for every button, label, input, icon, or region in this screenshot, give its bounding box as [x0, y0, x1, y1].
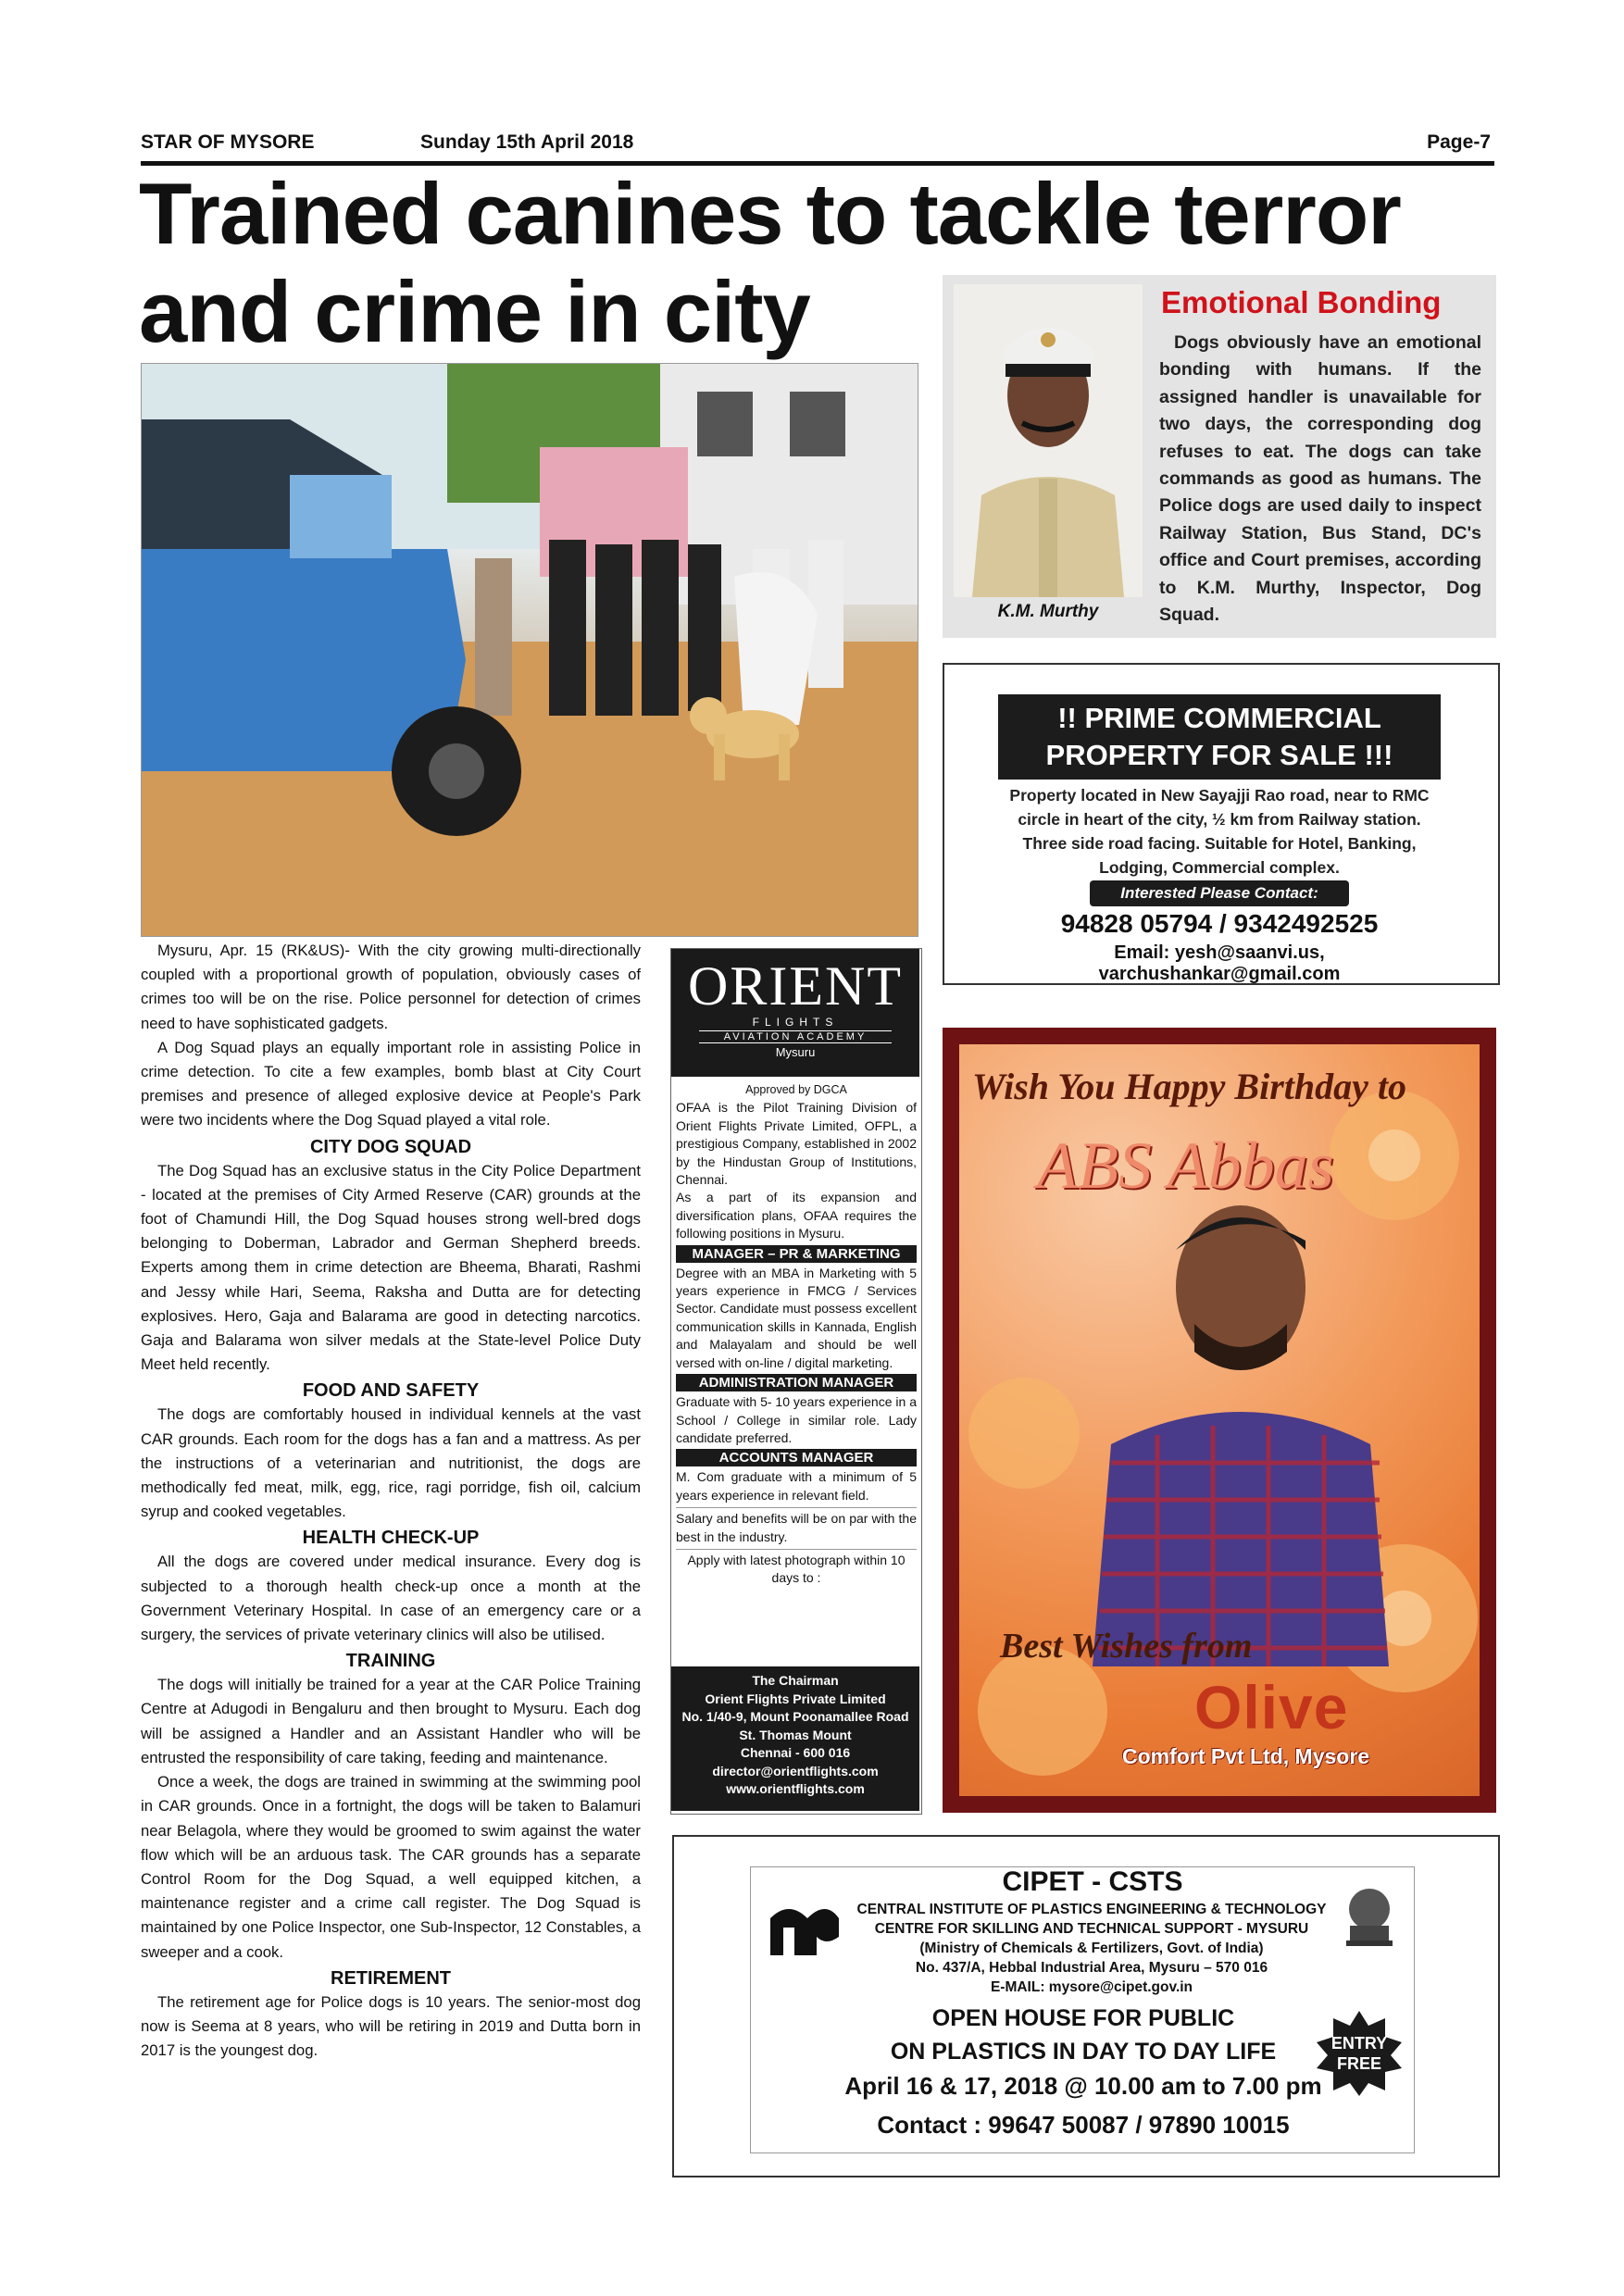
job-description: M. Com graduate with a minimum of 5 years experience in relevant field.: [676, 1469, 917, 1503]
article-paragraph: A Dog Squad plays an equally important role in assisting Police in crime detection. To cite a few examples, bomb blast at City Court premises and presence of alleged explosive device at People's Park were two incidents where the Dog Squad played a vital role.: [141, 1038, 641, 1129]
headline-line-1: Trained canines to tackle terror: [139, 165, 1401, 262]
dog-squad-photo: [141, 363, 918, 937]
section-heading: CITY DOG SQUAD: [309, 1136, 472, 1157]
article-paragraph: All the dogs are covered under medical insurance. Every dog is subjected to a thorough health check-up once a month at the Government Veterinary Hospital. In case of an emergency care or a surgery, the services of private veterinary clinics will also be utilised.: [141, 1553, 641, 1644]
address-line: www.orientflights.com: [726, 1781, 865, 1796]
cipet-line: CENTRAL INSTITUTE OF PLASTICS ENGINEERING & TECHNOLOGY: [856, 1902, 1327, 1917]
property-contact-label: [998, 880, 1441, 906]
birthday-wish: Wish You Happy Birthday to: [972, 1066, 1406, 1107]
cipet-line: (Ministry of Chemicals & Fertilizers, Govt. of India): [919, 1940, 1264, 1956]
birthday-person-illustration: [1083, 1185, 1389, 1666]
section-heading: HEALTH CHECK-UP: [302, 1528, 480, 1549]
property-banner-line-2: PROPERTY FOR SALE !!!: [1045, 739, 1393, 771]
headline-line-2: and crime in city: [139, 263, 810, 360]
olive-company: Comfort Pvt Ltd, Mysore: [1122, 1744, 1370, 1768]
orient-logo-sub2: AVIATION ACADEMY: [699, 1030, 892, 1043]
job-title: ADMINISTRATION MANAGER: [676, 1374, 917, 1391]
best-wishes-text: Best Wishes from: [1000, 1627, 1253, 1666]
cipet-line: CENTRE FOR SKILLING AND TECHNICAL SUPPORT - MYSURU: [874, 1921, 1309, 1937]
property-contact-label-text: Interested Please Contact:: [1090, 880, 1349, 906]
page-number: Page-7: [1427, 131, 1491, 153]
job-title: MANAGER – PR & MARKETING: [676, 1245, 917, 1263]
cipet-title: CIPET - CSTS: [1002, 1866, 1183, 1897]
cipet-open-line-1: OPEN HOUSE FOR PUBLIC: [931, 2005, 1235, 2031]
sidebar-body: Dogs obviously have an emotional bonding with humans. If the assigned handler is unavailable for two days, the corresponding dog refuses to eat. The dogs can take commands as good as humans. The Police dogs are used daily to inspect Railway Station, Bus Stand, DC's office and Court premises, according to K.M. Murthy, Inspector, Dog Squad.: [1159, 332, 1481, 626]
section-heading: FOOD AND SAFETY: [302, 1380, 480, 1402]
address-line: director@orientflights.com: [712, 1763, 879, 1778]
address-line: The Chairman: [752, 1673, 839, 1688]
address-line: Orient Flights Private Limited: [705, 1691, 886, 1706]
orient-city: Mysuru: [775, 1045, 816, 1059]
entry-free-text: [1315, 2033, 1404, 2074]
orient-intro: OFAA is the Pilot Training Division of Orient Flights Private Limited, OFPL, a prestigious Company, established in 2002 by the Hindustan Group of Institutions, Chennai.: [676, 1100, 917, 1188]
job-description: Graduate with 5- 10 years experience in a School / College in similar role. Lady candidate preferred.: [676, 1394, 917, 1445]
orient-logo-sub: FLIGHTS: [752, 1016, 839, 1029]
article-paragraph: The retirement age for Police dogs is 10 years. The senior-most dog now is Seema at 8 years, who will be retiring in 2019 and Dutta born in 2017 is the youngest dog.: [141, 1992, 641, 2060]
orient-address-block: [671, 1666, 919, 1811]
property-email: Email: yesh@saanvi.us, varchushankar@gmail.com: [1098, 942, 1341, 984]
orient-salary: Salary and benefits will be on par with the best in the industry.: [676, 1507, 917, 1546]
article-paragraph: The Dog Squad has an exclusive status in the City Police Department - located at the premises of City Armed Reserve (CAR) grounds at the foot of Chamundi Hill, the Dog Squad houses strong well-bred dogs belonging to Doberman, Labrador and German Shepherd breeds. Experts among them in crime detection are Bheema, Bharati, Rashmi and Jessy while Hari, Seema, Raksha and Dutta are for detecting explosives. Hero, Gaja and Balarama are good in detecting narcotics. Gaja and Balarama won silver medals at the State-level Police Duty Meet held recently.: [141, 1161, 641, 1374]
orient-intro-2: As a part of its expansion and diversification plans, OFAA requires the following positions in Mysuru.: [676, 1190, 917, 1242]
cipet-logo-icon: [761, 1890, 844, 1974]
job-title: ACCOUNTS MANAGER: [676, 1449, 917, 1466]
address-line: St. Thomas Mount: [739, 1727, 852, 1742]
property-banner-line-1: !! PRIME COMMERCIAL: [1057, 702, 1381, 734]
orient-apply: Apply with latest photograph within 10 days to :: [676, 1549, 917, 1588]
article-paragraph: The dogs will initially be trained for a year at the CAR Police Training Centre at Adugodi in Bengaluru and then brought to Mysuru. Each dog will be assigned a Handler and an Assistant Handler who will be entrusted the responsibility of care taking, feeding and maintenance.: [141, 1676, 641, 1766]
section-heading: TRAINING: [345, 1651, 436, 1672]
olive-logo: Olive: [1194, 1673, 1349, 1741]
address-line: No. 1/40-9, Mount Poonamallee Road: [681, 1709, 909, 1724]
sidebar-title: Emotional Bonding: [1161, 285, 1442, 319]
property-ad-banner: [998, 694, 1441, 780]
property-description: Property located in New Sayajji Rao road, near to RMC circle in heart of the city, ½ km from Railway station. Three side road facing. Suitable for Hotel, Banking, Lodging, Commercial complex.: [1009, 786, 1430, 877]
cipet-email: E-MAIL: mysore@cipet.gov.in: [990, 1979, 1193, 1995]
orient-approved: Approved by DGCA: [745, 1083, 847, 1096]
birthday-name: ABS Abbas: [1037, 1129, 1334, 1203]
orient-logo: ORIENT: [688, 955, 903, 1017]
birthday-person-photo: [1083, 1185, 1389, 1666]
property-phones: 94828 05794 / 9342492525: [1060, 909, 1379, 938]
portrait-caption: K.M. Murthy: [997, 602, 1099, 621]
section-heading: RETIREMENT: [331, 1967, 451, 1989]
cipet-open-line-2: ON PLASTICS IN DAY TO DAY LIFE: [890, 2039, 1277, 2065]
issue-date: Sunday 15th April 2018: [420, 131, 634, 153]
orient-logo-block: [671, 949, 919, 1077]
entry-free-line-2: FREE: [1336, 2054, 1381, 2073]
inspector-portrait: [954, 284, 1143, 597]
national-emblem-icon: [1339, 1885, 1400, 1965]
cipet-date: April 16 & 17, 2018 @ 10.00 am to 7.00 pm: [844, 2072, 1322, 2100]
masthead-bar: [141, 128, 1494, 166]
article-paragraph: Once a week, the dogs are trained in swimming at the swimming pool in CAR grounds. Once in a fortnight, the dogs will be taken to Balamuri near Belagola, where they would be groomed to swim against the water flow which will be an arduous task. The CAR grounds has a separate Control Room for the Dog Squad, a well equipped kitchen, a maintenance register and a crime call register. The Dog Squad is maintained by one Police Inspector, one Sub-Inspector, 12 Constables, a sweeper and a cook.: [141, 1773, 641, 1961]
cipet-logo-graphic: [761, 1890, 844, 1974]
address-line: Chennai - 600 016: [740, 1745, 851, 1760]
cipet-open-house: [833, 2002, 1333, 2068]
dog-squad-photo-illustration: [142, 364, 918, 936]
orient-ad-body: [676, 1081, 917, 1588]
article-paragraph: The dogs are comfortably housed in individual kennels at the vast CAR grounds. Each room for the dogs has a fan and a mattress. As per the instructions of a veterinarian and nutritionist, the dogs are methodically fed meat, milk, egg, rice, ragi porridge, fish oil, calcium syrup and cooked vegetables.: [141, 1405, 641, 1521]
job-description: Degree with an MBA in Marketing with 5 years experience in FMCG / Services Sector. Candidate must possess excellent communication skills in Kannada, English and Malayalam and should be well versed with on-line / digital marketing.: [676, 1265, 917, 1370]
article-paragraph: Mysuru, Apr. 15 (RK&US)- With the city growing multi-directionally coupled with a proportional growth of population, obviously cases of crimes too will be on the rise. Police personnel for detection of crimes need to have sophisticated gadgets.: [141, 942, 641, 1032]
entry-free-line-1: ENTRY: [1330, 2034, 1388, 2053]
article-body: [141, 939, 641, 2063]
inspector-portrait-illustration: [954, 284, 1143, 597]
cipet-line: No. 437/A, Hebbal Industrial Area, Mysuru – 570 016: [915, 1960, 1268, 1976]
national-emblem-graphic: [1339, 1885, 1400, 1965]
property-ad: [943, 663, 1500, 985]
cipet-contact: Contact : 99647 50087 / 97890 10015: [877, 2111, 1290, 2139]
paper-name: STAR OF MYSORE: [141, 131, 315, 153]
